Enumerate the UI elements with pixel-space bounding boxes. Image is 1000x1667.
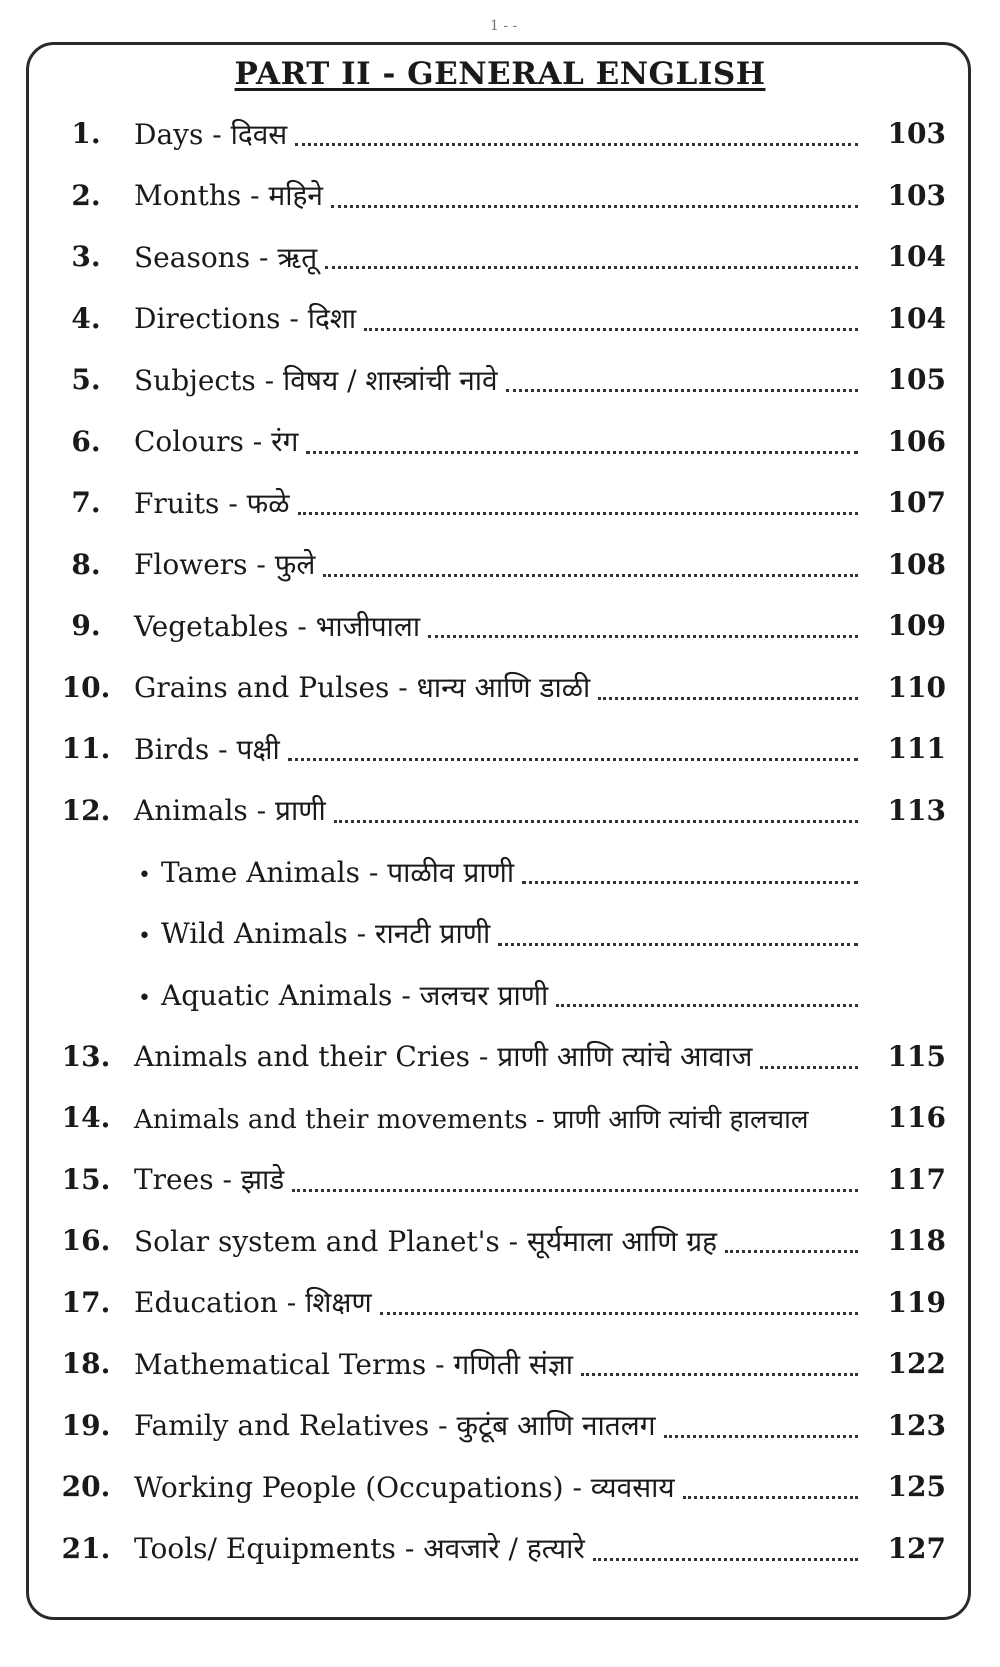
entry-title: Flowers - फुले [134,548,316,582]
section-title: PART II - GENERAL ENGLISH [234,56,766,92]
toc-entry [38,1272,958,1334]
dot-leader [522,879,858,884]
entry-title: Fruits - फळे [134,486,290,520]
dot-leader [325,264,858,269]
entry-number: 18. [61,1347,111,1381]
bullet-icon: • [138,924,151,950]
entry-title: Family and Relatives - कुटूंब आणि नातलग [134,1409,656,1443]
page-number: 122 [887,1347,946,1381]
entry-number: 2. [71,178,101,212]
toc-entry [38,226,958,288]
page-number: 103 [887,117,946,151]
toc-entry [38,103,958,165]
dot-leader [817,1127,858,1129]
entry-number: 8. [71,547,101,581]
entry-number: 10. [61,670,111,704]
toc-entry [38,411,958,473]
page-number: 103 [887,178,946,212]
subentry-label: Aquatic Animals - जलचर प्राणी [160,978,549,1012]
entry-number: 1. [71,117,101,151]
toc-entry [38,349,958,411]
toc-subentry [38,964,958,1026]
dot-leader [331,203,858,208]
page-number: 108 [887,547,946,581]
page-number: 109 [887,609,946,643]
dot-leader [292,1187,858,1192]
entry-title: Birds - पक्षी [134,732,280,766]
toc-entry [38,534,958,596]
entry-number: 6. [71,424,101,458]
page-number: 105 [887,363,946,397]
subentry-label: Tame Animals - पाळीव प्राणी [160,855,515,889]
page-number: 127 [887,1531,946,1565]
entry-title: Education - शिक्षण [134,1286,372,1320]
dot-leader [428,633,858,638]
dot-leader [598,695,858,700]
page-number: 111 [887,732,946,766]
page-number: 119 [887,1285,946,1319]
toc-subentry [38,903,958,965]
toc-entry [38,1087,958,1149]
toc-entry [38,657,958,719]
toc-entry [38,1149,958,1211]
entry-title: Tools/ Equipments - अवजारे / हत्यारे [134,1532,585,1566]
page-number: 125 [887,1470,946,1504]
entry-title: Animals and their movements - प्राणी आणि त्यांची हालचाल [134,1104,809,1135]
entry-number: 13. [61,1039,111,1073]
table-of-contents [38,103,958,1579]
dot-leader [683,1494,858,1499]
bullet-icon: • [138,862,151,888]
dot-leader [288,756,858,761]
page-number: 104 [887,301,946,335]
page-number: 115 [887,1039,946,1073]
toc-entry [38,1456,958,1518]
subentry-label: Wild Animals - रानटी प्राणी [160,917,491,951]
entry-title: Grains and Pulses - धान्य आणि डाळी [134,671,591,705]
entry-number: 3. [71,240,101,274]
entry-title: Colours - रंग [134,425,299,459]
toc-entry [38,1333,958,1395]
entry-number: 17. [61,1285,111,1319]
entry-title: Vegetables - भाजीपाला [134,609,421,643]
page-number: 116 [887,1101,946,1135]
entry-title: Months - महिने [134,179,323,213]
toc-entry [38,780,958,842]
toc-subentry [38,841,958,903]
entry-title [134,976,548,1014]
toc-entry [38,1210,958,1272]
entry-title: Solar system and Planet's - सूर्यमाला आणि ग्रह [134,1224,717,1258]
entry-number: 5. [71,363,101,397]
page-number: 110 [887,670,946,704]
entry-number: 4. [71,301,101,335]
entry-number: 21. [61,1531,111,1565]
dot-leader [593,1556,858,1561]
dot-leader [664,1433,859,1438]
page-number: 107 [887,486,946,520]
entry-title: Subjects - विषय / शास्त्रांची नावे [134,363,498,397]
entry-number: 11. [61,732,111,766]
bullet-icon: • [138,985,151,1011]
dot-leader [334,818,858,823]
entry-number: 19. [61,1408,111,1442]
toc-entry [38,288,958,350]
dot-leader [323,572,858,577]
page-number: 117 [887,1162,946,1196]
toc-entry [38,1518,958,1580]
page-number: 104 [887,240,946,274]
toc-entry [38,718,958,780]
dot-leader [581,1371,858,1376]
top-mark: 1 - - [490,18,518,34]
dot-leader [364,326,858,331]
toc-entry [38,1026,958,1088]
dot-leader [380,1310,858,1315]
dot-leader [725,1248,858,1253]
toc-entry [38,1395,958,1457]
dot-leader [306,449,858,454]
toc-entry [38,472,958,534]
entry-title: Mathematical Terms - गणिती संज्ञा [134,1347,574,1381]
entry-title: Seasons - ऋतू [134,240,318,274]
entry-title [134,853,514,891]
entry-title: Days - दिवस [134,117,288,151]
entry-number: 9. [71,609,101,643]
dot-leader [295,141,858,146]
entry-number: 12. [61,793,111,827]
entry-title: Directions - दिशा [134,302,357,336]
page-number: 113 [887,793,946,827]
section-heading [0,56,1000,92]
entry-title: Trees - झाडे [134,1163,285,1197]
entry-title [134,914,490,952]
dot-leader [760,1064,858,1069]
page-number: 123 [887,1408,946,1442]
entry-number: 20. [61,1470,111,1504]
page-number: 106 [887,424,946,458]
entry-number: 7. [71,486,101,520]
dot-leader [498,941,858,946]
page-number: 118 [887,1224,946,1258]
entry-title: Animals - प्राणी [134,794,326,828]
entry-title: Animals and their Cries - प्राणी आणि त्यांचे आवाज [134,1040,753,1074]
entry-title: Working People (Occupations) - व्यवसाय [134,1470,675,1504]
dot-leader [506,387,858,392]
entry-number: 15. [61,1162,111,1196]
dot-leader [556,1002,858,1007]
entry-number: 14. [61,1101,111,1135]
entry-number: 16. [61,1224,111,1258]
dot-leader [298,510,858,515]
toc-entry [38,165,958,227]
toc-entry [38,595,958,657]
